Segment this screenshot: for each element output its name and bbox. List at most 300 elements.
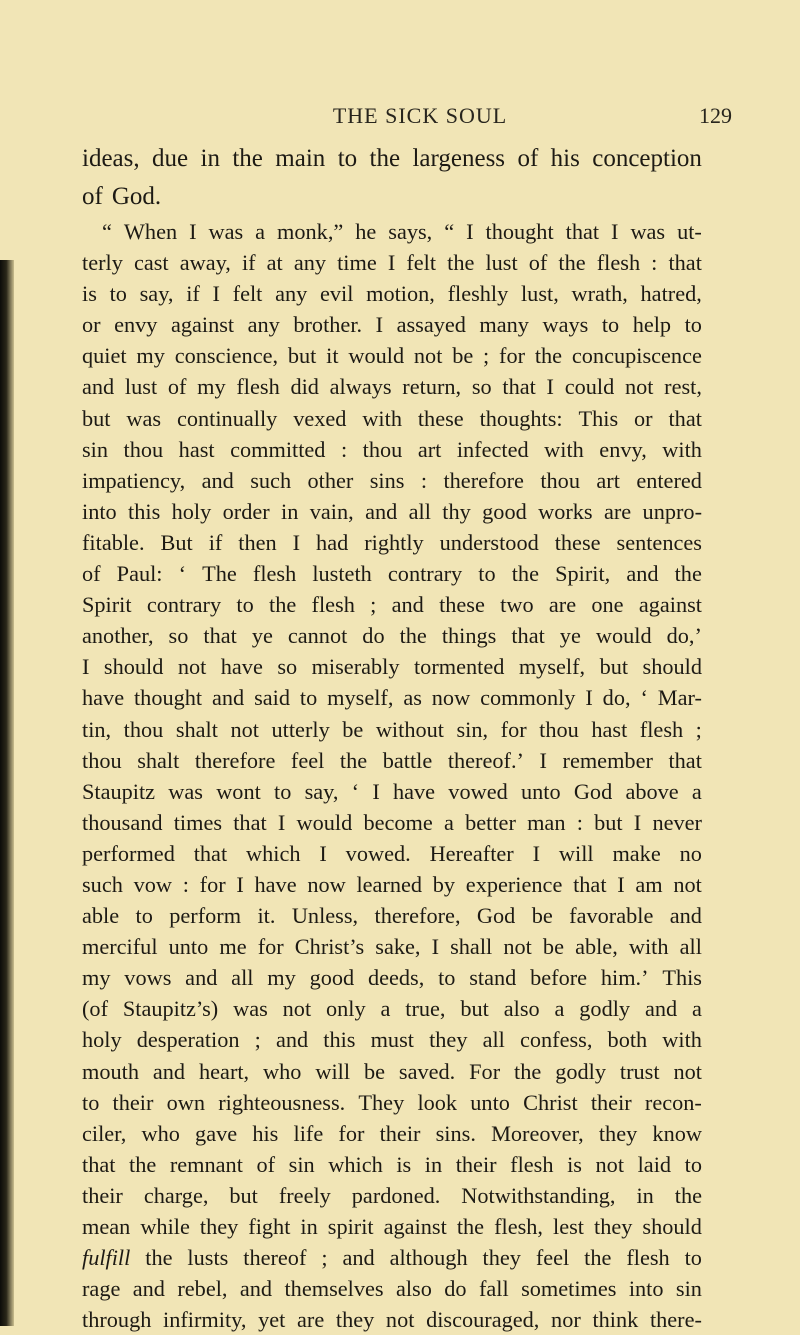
text-line [82,309,702,340]
word: thou [123,716,164,742]
word: conception [592,145,702,172]
word: desperation [136,1027,240,1053]
word: was [630,219,666,244]
word: not [385,1307,415,1333]
word: favorable [569,903,654,929]
word: fight [248,1214,291,1239]
word: but [594,809,623,835]
word: Unless, [291,903,359,929]
word: that [573,871,607,897]
word: sin [288,1151,315,1177]
text-line [82,371,702,402]
word: and [239,1276,273,1302]
word: before [530,965,588,991]
word: and [365,498,398,524]
word: I [372,778,380,804]
word: themselves [284,1276,384,1302]
word: the [674,1182,702,1208]
word: godly [555,1058,606,1084]
word: the [584,1245,612,1271]
text-line [82,558,702,589]
word: envy [114,312,158,338]
word: thy [442,498,471,524]
word: the [269,592,297,618]
word: ; [483,343,490,369]
word: make [612,840,661,866]
word: not [230,716,259,742]
word: should [642,654,702,680]
word: both [607,1027,648,1053]
text-line [82,869,702,900]
word: shall [450,934,493,960]
word: holy [171,498,212,524]
word: times [173,809,223,835]
text-line [82,745,702,776]
text-line [82,838,702,869]
word: the [129,1151,157,1177]
word: to [274,778,292,804]
word: This [578,405,619,431]
word: will [558,840,594,866]
word: to [684,312,702,338]
word: and [132,1276,165,1302]
running-title: THE SICK SOUL [332,103,508,128]
word: commonly [480,685,576,711]
word: thou [123,436,164,462]
word: although [389,1245,468,1271]
word: says, [388,219,433,244]
word: lusteth [312,561,372,587]
word: flesh [626,1245,670,1271]
word: concupiscence [571,343,702,369]
word: any [275,281,308,307]
word: his [550,145,580,172]
word: lust [485,250,518,276]
word: thereof [243,1245,307,1271]
word: flesh [252,561,297,587]
word: I [277,809,286,835]
word: rest, [664,374,702,400]
text-line [82,1118,702,1149]
word: good [309,965,355,991]
text-line [82,1149,702,1180]
word: fall [478,1276,509,1302]
word: a [380,996,391,1022]
text-line [82,714,702,745]
word: their [82,1182,123,1208]
word: that [668,250,702,276]
word: good [482,498,527,524]
word: a [444,809,454,835]
word: through [82,1307,152,1333]
word: is [82,281,97,307]
word: and [626,561,659,587]
word: that [511,623,545,649]
word: vowed. [345,840,411,866]
word: nor [551,1307,581,1333]
word: and [152,1058,186,1084]
text-line [82,807,702,838]
word: all [679,934,702,960]
word: lusts [187,1245,229,1271]
word: in [300,1214,318,1239]
word: godly [579,996,631,1022]
word: and [185,965,218,991]
word: I [189,219,197,244]
word: to [82,1089,100,1115]
word: recon- [644,1089,702,1115]
word: to [684,1151,702,1177]
word: who [263,1058,302,1084]
word: also [395,1276,432,1302]
word: would [595,623,652,649]
word: who [141,1120,180,1146]
word: him.’ [600,965,649,991]
word: and [201,467,234,493]
word: return, [402,374,462,400]
word: I [532,840,541,866]
word: : [340,436,348,462]
word: have [82,685,125,711]
word: the [339,747,368,773]
word: ‘ [351,778,360,804]
word: I [82,654,90,680]
word: ciler, [82,1120,127,1146]
word: able, [575,934,618,960]
word: and [669,903,702,929]
word: Mar- [657,685,702,711]
word: against [383,1214,447,1239]
word: myself, [518,654,586,680]
word: unto [470,1089,510,1115]
word: a [692,996,702,1022]
word: flesh [236,374,280,400]
word: they [482,1245,521,1271]
word: but [229,1182,258,1208]
word: of [167,374,187,400]
word: saved. [398,1058,456,1084]
word: into [82,498,117,524]
word: the [558,250,586,276]
word: rightly [364,529,424,555]
word: that [565,219,600,244]
word: sin [675,1276,702,1302]
word: Paul: [116,561,163,587]
word: to [601,312,620,338]
word: wrath, [571,281,628,307]
word: his [252,1120,279,1146]
word: should [642,1214,702,1239]
word: but [287,343,317,369]
word: This [662,965,702,991]
word: not [177,654,207,680]
word: that [502,374,536,400]
word: for [500,716,527,742]
word: are [548,592,577,618]
word: flesh [311,592,355,618]
word: unto [520,778,561,804]
word: of [82,183,103,210]
word: unto [168,934,209,960]
word: I [617,871,625,897]
word: I [292,529,301,555]
word: be [363,1058,385,1084]
word: felt [406,250,437,276]
word: say, [304,778,339,804]
word: and [391,592,424,618]
word: was [233,996,268,1022]
word: in [424,1151,443,1177]
word: vows [124,965,172,991]
word: that [668,747,702,773]
word: therefore [194,747,276,773]
word: and [82,374,115,400]
word: better [465,809,516,835]
text-line [82,589,702,620]
word: their [112,1089,154,1115]
word: another, [82,623,154,649]
text-line [82,496,702,527]
word: (of [82,996,108,1022]
text-line [82,962,702,993]
word: have [392,778,436,804]
word: vain, [309,498,354,524]
word: in [281,498,299,524]
word: of [82,561,101,587]
word: ye [559,623,581,649]
word: it [326,343,339,369]
word: had [316,529,349,555]
word: it. [257,903,276,929]
word: so [168,623,189,649]
word: battle [382,747,433,773]
word: perform [169,903,242,929]
word: pardoned. [351,1182,441,1208]
word: was [126,405,162,431]
word: and [212,685,245,711]
word: that [668,405,702,431]
word: God [476,903,516,929]
word: entered [636,467,702,493]
word: said [254,685,291,711]
word: do, [602,685,631,711]
word: assayed [396,312,466,338]
word: have [254,871,297,897]
word: at [266,250,283,276]
text-line [82,620,702,651]
word: such [82,871,123,897]
word: God [573,778,613,804]
word: God. [111,183,162,210]
word: then [238,529,277,555]
word: Hereafter [429,840,514,866]
text-line [82,178,702,216]
word: above [625,778,679,804]
word: a [554,996,565,1022]
word: that [193,840,228,866]
word: I [585,685,593,711]
word: all [482,1027,505,1053]
word: not [503,934,532,960]
page-number: 129 [699,103,732,128]
word: is [396,1151,412,1177]
word: and [342,1245,375,1271]
word: against [170,312,235,338]
word: fulfill [82,1245,131,1271]
word: trust [619,1058,660,1084]
word: I [633,809,642,835]
word: merciful [82,934,158,960]
word: I [236,871,244,897]
word: monk,” [277,219,344,244]
word: be [542,934,564,960]
word: the [399,623,427,649]
word: art [417,436,442,462]
word: the [369,145,401,172]
word: of [256,1151,276,1177]
word: my [82,965,111,991]
word: shalt [175,716,218,742]
word: of [528,250,548,276]
word: flesh, [494,1214,544,1239]
word: largeness [412,145,506,172]
text-line [82,1024,702,1055]
word: infected [456,436,529,462]
word: the [145,1245,173,1271]
word: that [82,1151,116,1177]
text-line [82,434,702,465]
word: a [691,778,702,804]
word: without [375,716,444,742]
word: “ [102,219,112,244]
word: shalt [137,747,180,773]
word: mean [82,1214,131,1239]
word: Christ [523,1089,578,1115]
word: could [564,374,615,400]
word: would [348,343,405,369]
word: did [290,374,319,400]
text-line [82,216,702,247]
word: : [576,809,583,835]
word: tormented [413,654,505,680]
word: such [250,467,292,493]
word: hast [178,436,215,462]
word: utterly [271,716,330,742]
word: do [362,623,385,649]
word: become [363,809,433,835]
word: other [307,467,354,493]
word: to [299,685,318,711]
text-line [82,140,702,178]
word: fitable. [82,529,145,555]
word: miserably [311,654,400,680]
word: understood [439,529,539,555]
word: Staupitz’s) [122,996,219,1022]
word: so [471,374,492,400]
word: envy, [599,436,647,462]
word: not [413,343,443,369]
word: me [219,934,247,960]
word: ways [542,312,589,338]
word: I [546,374,554,400]
word: thou [82,747,122,773]
word: sake, [375,934,421,960]
word: Notwithstanding, [461,1182,616,1208]
word: no [679,840,702,866]
word: to [337,145,358,172]
word: discouraged, [426,1307,540,1333]
word: to [478,561,496,587]
word: sometimes [521,1276,617,1302]
word: be [452,343,474,369]
word: I [212,281,220,307]
word: the [456,1214,485,1239]
word: sin, [456,716,489,742]
word: I [387,250,396,276]
word: holy [82,1027,122,1053]
word: also [503,996,540,1022]
word: ut- [677,219,702,244]
word: in [200,145,220,172]
word: flesh [596,250,641,276]
word: brother. [293,312,363,338]
word: for [257,934,284,960]
word: think [592,1307,639,1333]
word: help [632,312,672,338]
word: say, [139,281,174,307]
word: was [208,219,244,244]
word: things [441,623,497,649]
word: in [636,1182,654,1208]
word: confess, [519,1027,593,1053]
word: or [82,312,101,338]
word: as [403,685,422,711]
word: lust [124,374,158,400]
word: works [538,498,593,524]
word: wont [216,778,261,804]
word: have [220,654,263,680]
word: vow [133,871,172,897]
text-line [82,682,702,713]
word: ; [254,1027,261,1053]
word: one [591,592,624,618]
word: Spirit [82,592,132,618]
word: vowed [448,778,508,804]
word: stand [469,965,517,991]
word: ; [695,716,702,742]
word: spirit [327,1214,374,1239]
word: lest [553,1214,584,1239]
word: but [599,654,629,680]
word: But [160,529,193,555]
word: do,’ [666,623,702,649]
word: mouth [82,1058,139,1084]
word: contrary [387,561,463,587]
word: flesh [639,716,684,742]
word: that [203,623,237,649]
word: : [651,250,658,276]
word: to [236,592,254,618]
word: sins [369,467,405,493]
word: thousand [82,809,163,835]
word: thought [485,219,554,244]
word: should [103,654,164,680]
text-line [82,1180,702,1211]
word: but [460,996,489,1022]
word: I [319,840,327,866]
text-line [82,1087,702,1118]
word: away, [179,250,231,276]
